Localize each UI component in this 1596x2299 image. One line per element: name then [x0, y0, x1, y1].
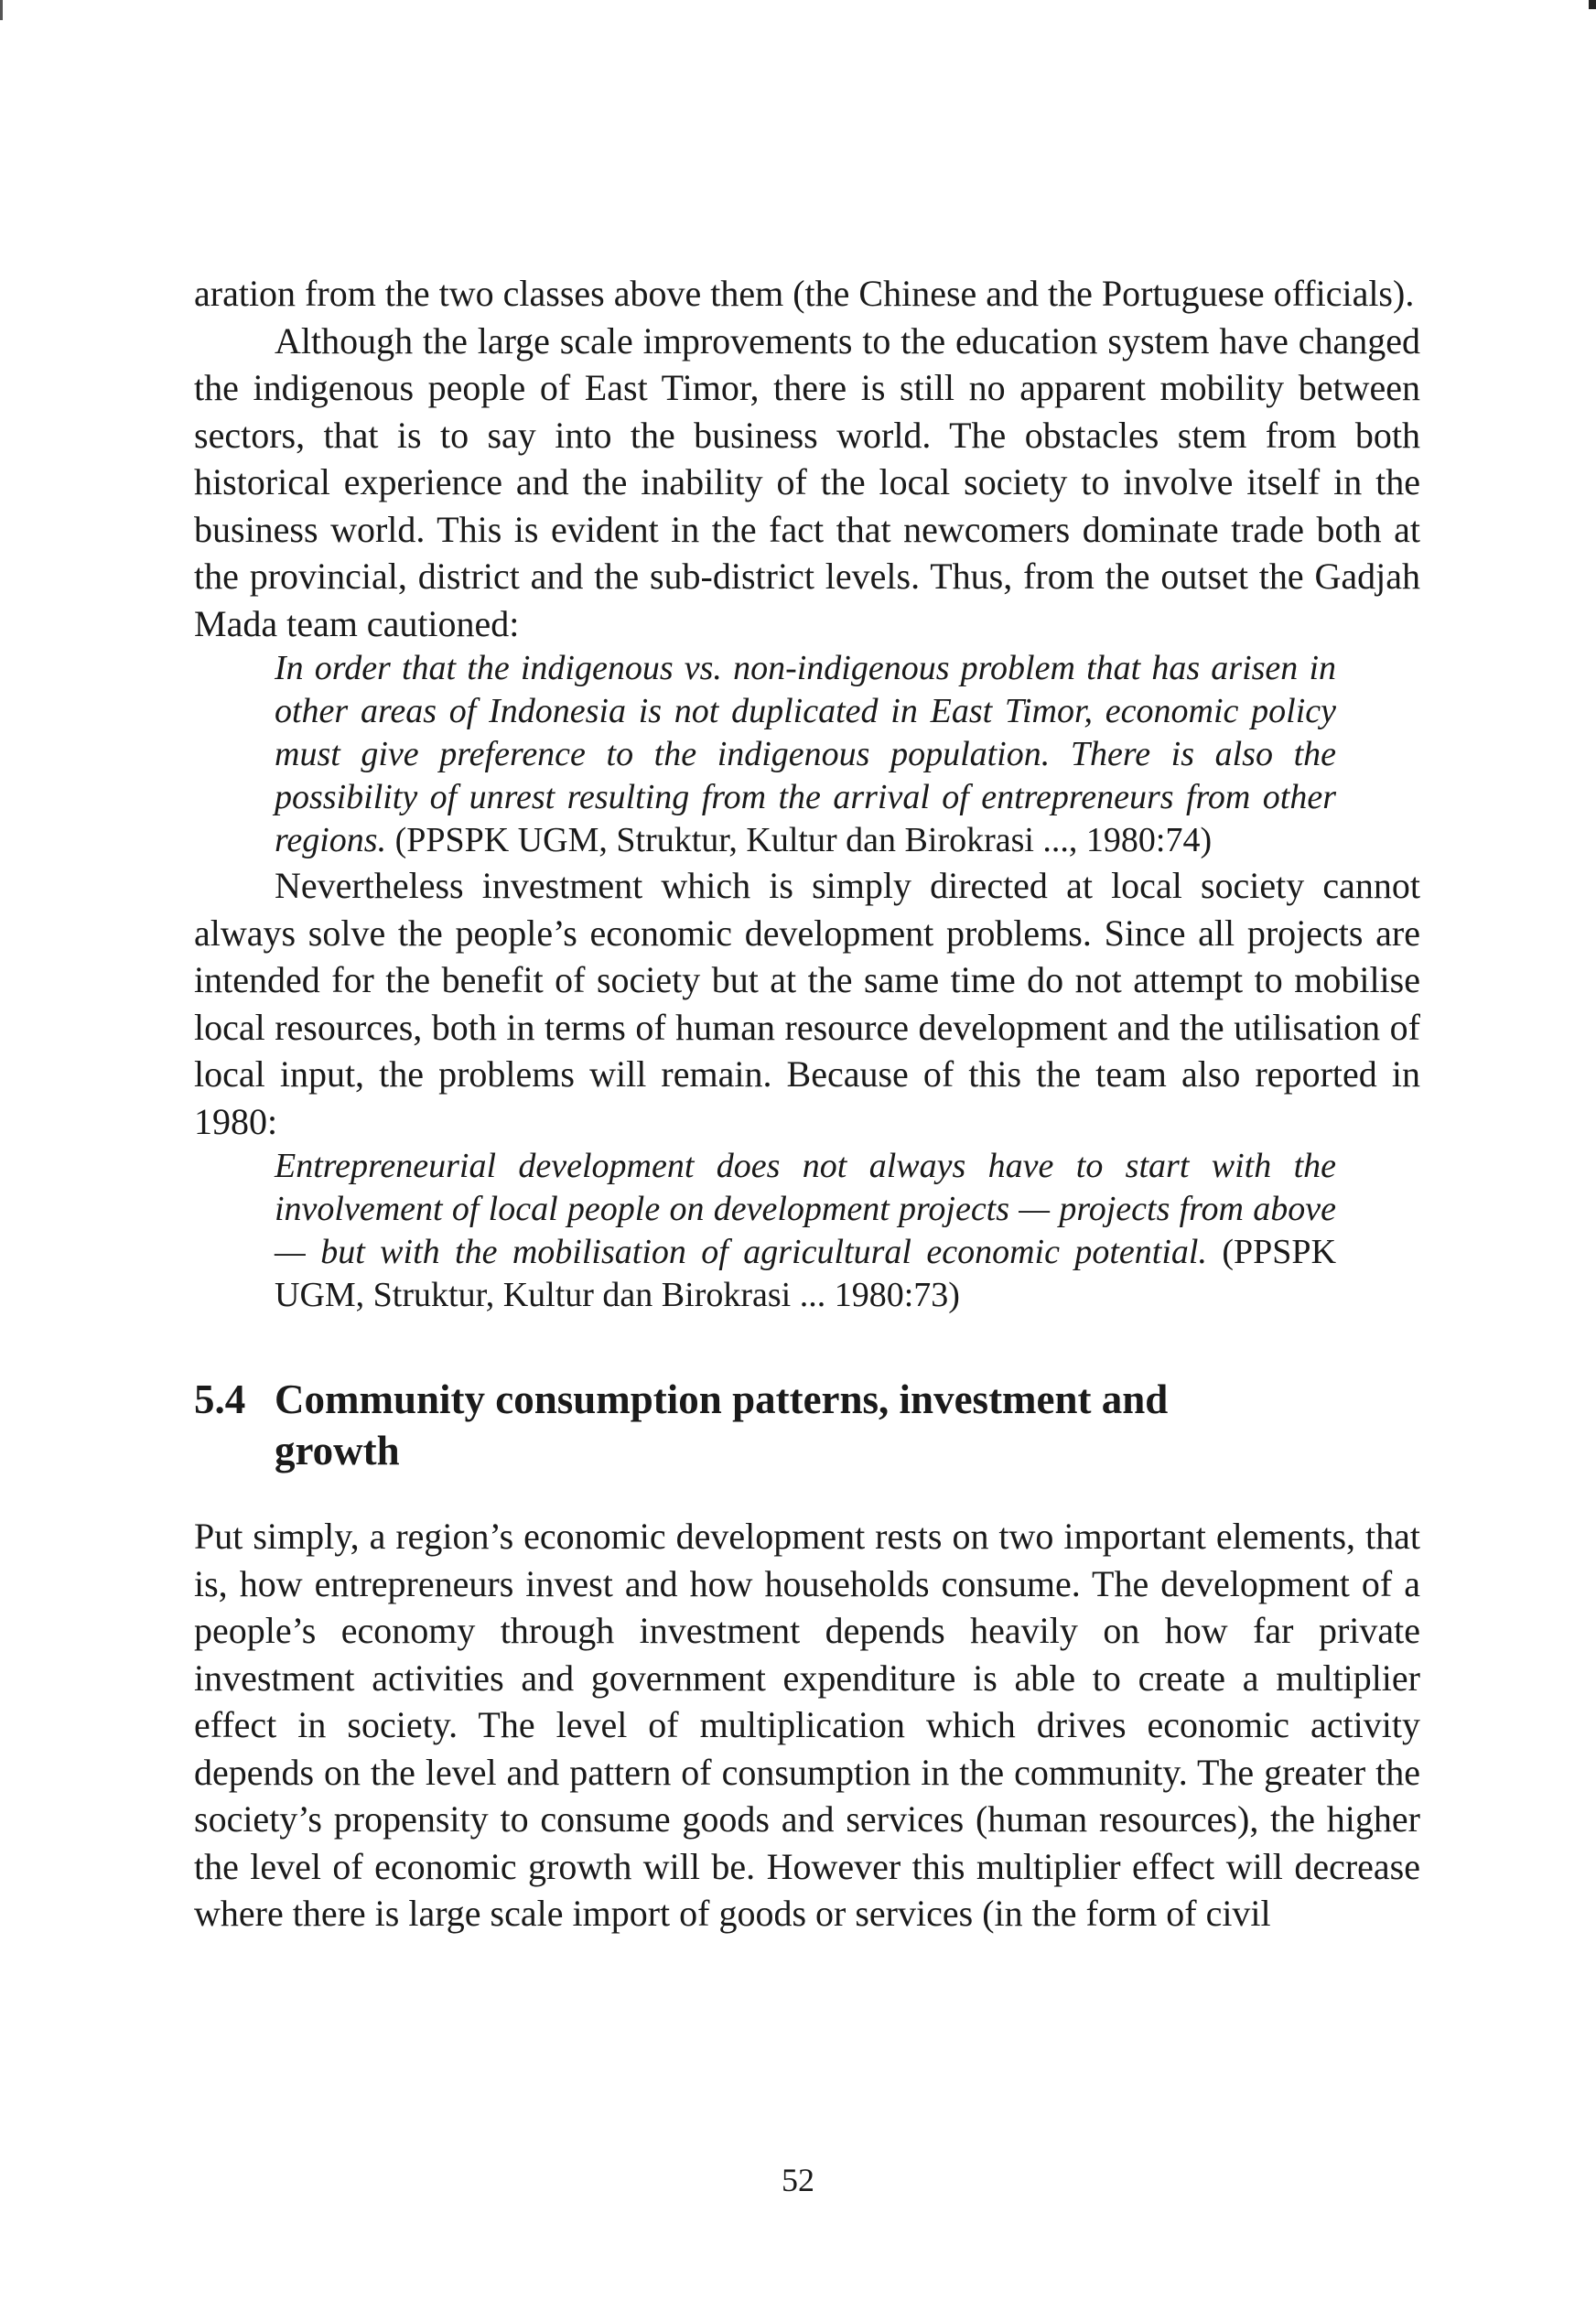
paragraph-continuation: aration from the two classes above them (the Chinese and the Portuguese officials).: [194, 273, 1415, 314]
section-title: Community consumption patterns, investment and growth: [275, 1376, 1169, 1473]
paragraph-education-mobility: Although the large scale improvements to the education system have changed the indigenous people of East Timor, there is still no apparent mobility between sectors, that is to say into the business world. The obstacles stem from both historical experience and the inability of the local society to involve itself in the business world. This is evident in the fact that newcomers dominate trade both at the provincial, district and the sub-district levels. Thus, from the outset the Gadjah Mada team cautioned:: [194, 319, 1420, 644]
scan-edge-mark-left: [0, 0, 3, 20]
paragraph-investment: Nevertheless investment which is simply directed at local society cannot always solve the people’s economic development problems. Since all projects are intended for the benefit of society but at the same time do not attempt to mobilise local resources, both in terms of human resource development and the utilisation of local input, the problems will remain. Because of this the team also reported in 1980:: [194, 865, 1420, 1142]
block-quote-2-text: Entrepreneurial development does not always have to start with the involvement of local people on development projects — projects from above — but with the mobilisation of agricultural economic potential.: [275, 1147, 1336, 1271]
page-body: [194, 270, 1420, 1937]
section-heading: [194, 1374, 1420, 1476]
block-quote-2: [275, 1145, 1336, 1317]
section-number: 5.4: [194, 1376, 246, 1422]
paragraph-economic-development: Put simply, a region’s economic development rests on two important elements, that is, how entrepreneurs invest and how households consume. The development of a people’s economy through investment depends heavily on how far private investment activities and government expenditure is able to create a multiplier effect in society. The level of multiplication which drives economic activity depends on the level and pattern of consumption in the community. The greater the society’s propensity to consume goods and services (human resources), the higher the level of economic growth will be. However this multiplier effect will decrease where there is large scale import of goods or services (in the form of civil: [194, 1516, 1420, 1934]
scan-edge-mark: [1589, 0, 1596, 9]
block-quote-1: [275, 647, 1336, 862]
block-quote-1-text: In order that the indigenous vs. non-indigenous problem that has arisen in other areas of Indonesia is not duplicated in East Timor, economic policy must give preference to the indigenous population. There is also the possibility of unrest resulting from the arrival of entrepreneurs from other regions.: [275, 649, 1336, 859]
block-quote-2-citation: (PPSPK UGM, Struktur, Kultur dan Birokrasi ... 1980:73): [275, 1233, 1337, 1314]
block-quote-1-citation: (PPSPK UGM, Struktur, Kultur dan Birokrasi ..., 1980:74): [394, 821, 1213, 859]
page-number: 52: [782, 2162, 814, 2198]
